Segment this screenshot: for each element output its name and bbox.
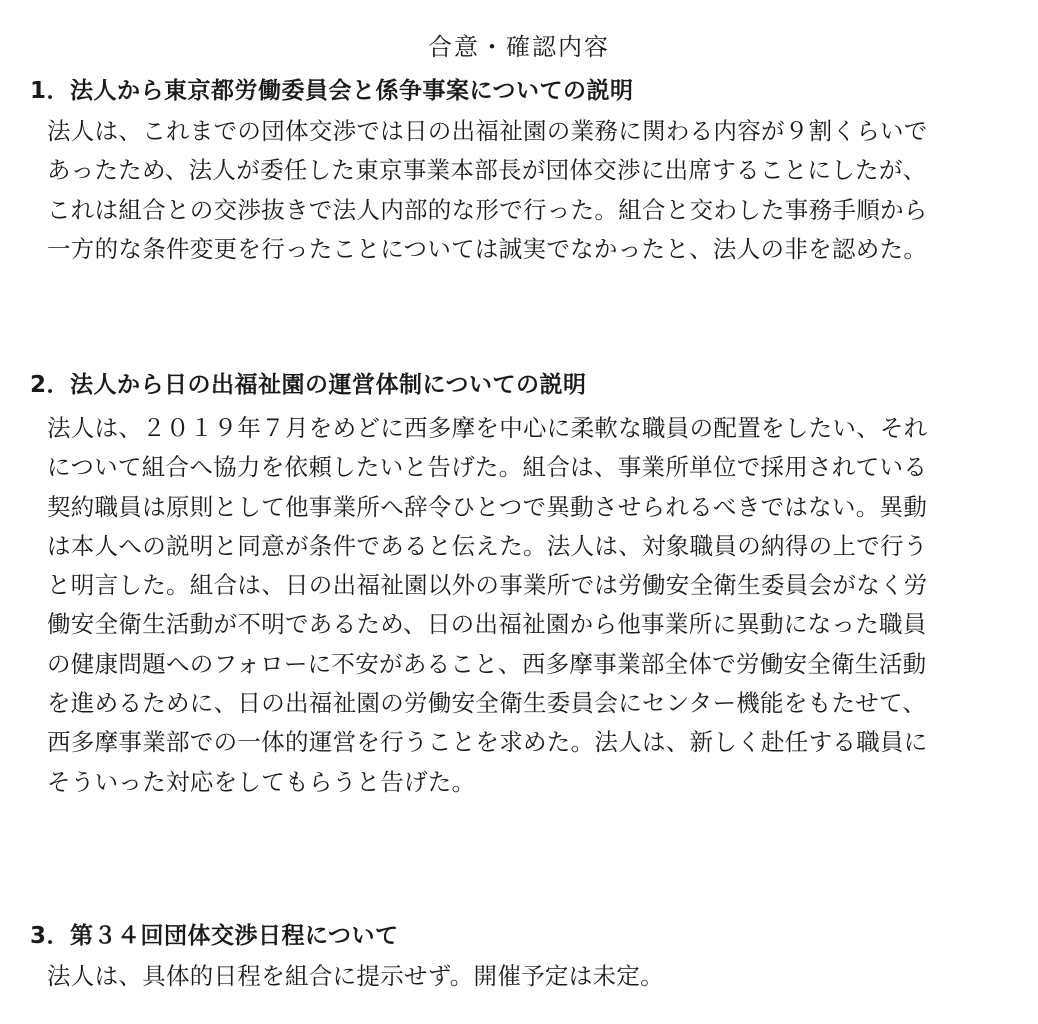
section-3-line: 法人は、具体的日程を組合に提示せず。開催予定は未定。: [47, 962, 664, 990]
section-1-heading: 1．法人から東京都労働委員会と係争事案についての説明: [30, 78, 634, 104]
section-2-line: そういった対応をしてもらうと告げた。: [47, 767, 476, 796]
section-1-line: 法人は、これまでの団体交渉では日の出福祉園の業務に関わる内容が９割くらいで: [47, 117, 928, 145]
section-2-line: を進めるために、日の出福祉園の労働安全衛生委員会にセンター機能をもたせて、: [47, 689, 927, 718]
section-1-line: 一方的な条件変更を行ったことについては誠実でなかったと、法人の非を認めた。: [47, 234, 928, 263]
section-2-body: [47, 409, 1012, 802]
section-2-heading: 2．法人から日の出福祉園の運営体制についての説明: [30, 372, 587, 398]
section-2-line: 西多摩事業部での一体的運営を行うことを求めた。法人は、新しく赴任する職員に: [47, 728, 928, 757]
section-1-line: あったため、法人が委任した東京事業本部長が団体交渉に出席することにしたが、: [47, 156, 927, 185]
section-2-line: 契約職員は原則として他事業所へ辞令ひとつで異動させられるべきではない。異動: [47, 492, 928, 521]
section-2-line: について組合へ協力を依頼したいと告げた。組合は、事業所単位で採用されている: [47, 453, 928, 482]
section-2-line: は本人への説明と同意が条件であると伝えた。法人は、対象職員の納得の上で行う: [47, 531, 928, 560]
section-2-line: の健康問題へのフォローに不安があること、西多摩事業部全体で労働安全衛生活動: [47, 649, 927, 678]
document-title: 合意・確認内容: [428, 33, 610, 61]
section-2-line: 法人は、２０１９年７月をめどに西多摩を中心に柔軟な職員の配置をしたい、それ: [47, 414, 928, 442]
section-2-line: と明言した。組合は、日の出福祉園以外の事業所では労働安全衛生委員会がなく労: [47, 571, 928, 600]
section-3-body: [47, 957, 1012, 996]
section-2-line: 働安全衛生活動が不明であるため、日の出福祉園から他事業所に異動になった職員: [47, 610, 927, 639]
section-1-body: [47, 112, 1012, 269]
section-1-line: これは組合との交渉抜きで法人内部的な形で行った。組合と交わした事務手順から: [47, 195, 928, 224]
section-3-heading: 3．第３４回団体交渉日程について: [30, 923, 399, 949]
